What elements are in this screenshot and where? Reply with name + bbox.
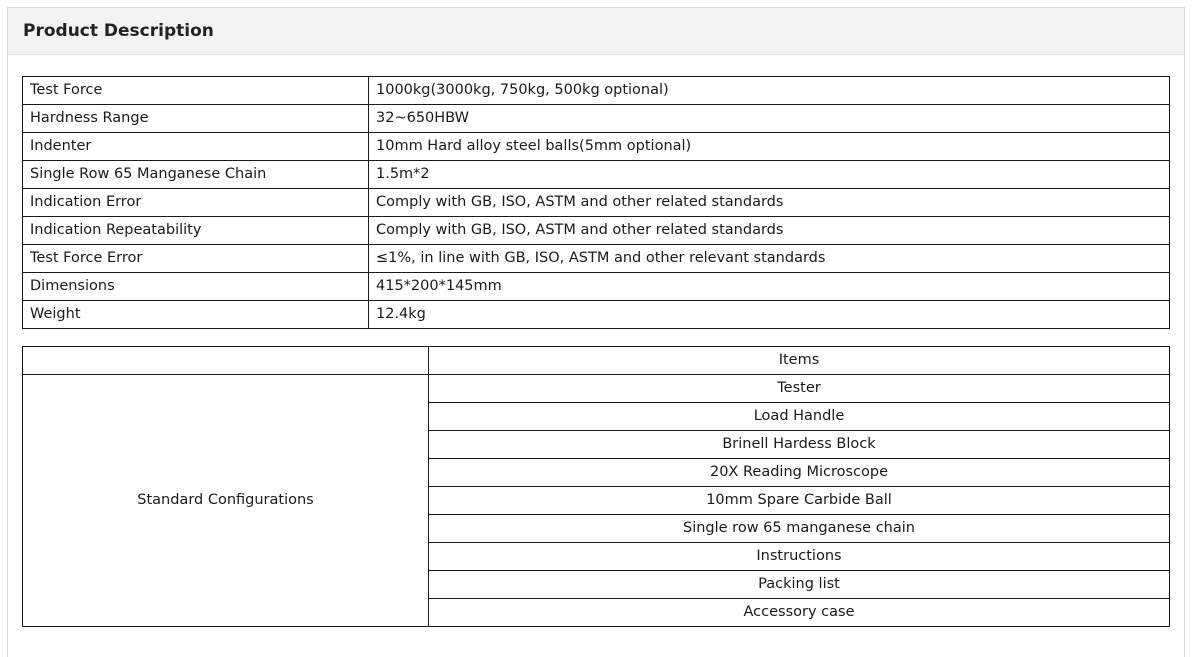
table-row <box>23 161 1170 189</box>
spec-label: Hardness Range <box>23 105 369 133</box>
spec-value: 415*200*145mm <box>369 273 1170 301</box>
table-row <box>23 133 1170 161</box>
config-item: Packing list <box>429 571 1170 599</box>
table-row <box>23 217 1170 245</box>
config-item: Single row 65 manganese chain <box>429 515 1170 543</box>
page-title: Product Description <box>23 21 214 41</box>
header-empty-cell <box>23 347 429 375</box>
table-row <box>23 273 1170 301</box>
spec-label: Single Row 65 Manganese Chain <box>23 161 369 189</box>
items-header: Items <box>429 347 1170 375</box>
config-item: 20X Reading Microscope <box>429 459 1170 487</box>
config-item: Tester <box>429 375 1170 403</box>
spec-value: ≤1%, in line with GB, ISO, ASTM and other relevant standards <box>369 245 1170 273</box>
config-item: Load Handle <box>429 403 1170 431</box>
table-row <box>23 105 1170 133</box>
config-item: Accessory case <box>429 599 1170 627</box>
spec-label: Weight <box>23 301 369 329</box>
spec-label: Test Force Error <box>23 245 369 273</box>
spec-value: 1.5m*2 <box>369 161 1170 189</box>
spec-label: Indication Error <box>23 189 369 217</box>
table-row <box>23 189 1170 217</box>
table-row <box>23 301 1170 329</box>
spec-value: 10mm Hard alloy steel balls(5mm optional) <box>369 133 1170 161</box>
spec-table <box>22 76 1170 329</box>
spec-value: 1000kg(3000kg, 750kg, 500kg optional) <box>369 77 1170 105</box>
config-item: 10mm Spare Carbide Ball <box>429 487 1170 515</box>
spec-label: Dimensions <box>23 273 369 301</box>
spec-value: 32~650HBW <box>369 105 1170 133</box>
table-row <box>23 77 1170 105</box>
standard-configurations-label: Standard Configurations <box>23 375 429 627</box>
spec-value: 12.4kg <box>369 301 1170 329</box>
table-row <box>23 245 1170 273</box>
spec-value: Comply with GB, ISO, ASTM and other related standards <box>369 217 1170 245</box>
table-row <box>23 375 1170 403</box>
spec-label: Indication Repeatability <box>23 217 369 245</box>
spec-label: Indenter <box>23 133 369 161</box>
configuration-table <box>22 346 1170 627</box>
spec-value: Comply with GB, ISO, ASTM and other related standards <box>369 189 1170 217</box>
config-item: Instructions <box>429 543 1170 571</box>
panel-header <box>8 8 1184 55</box>
config-item: Brinell Hardess Block <box>429 431 1170 459</box>
table-header-row <box>23 347 1170 375</box>
spec-label: Test Force <box>23 77 369 105</box>
